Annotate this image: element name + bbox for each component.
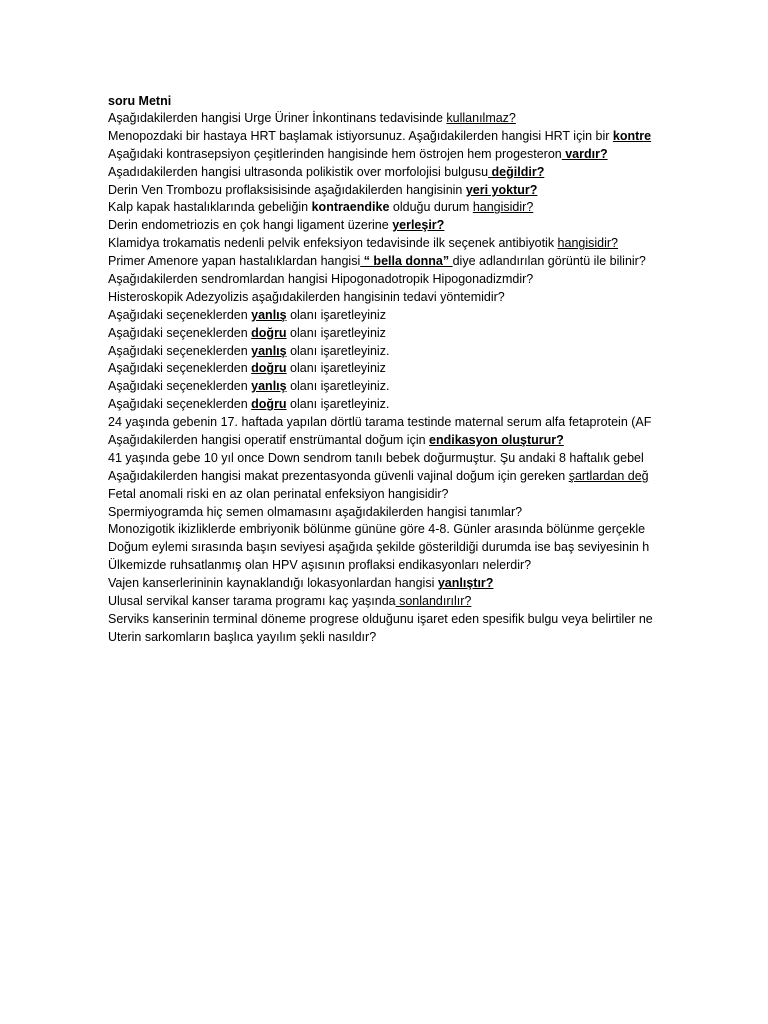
question-text-segment: Aşağıdakilerden hangisi makat prezentasyonda güvenli vajinal doğum için gereken — [108, 468, 569, 483]
question-text-segment: endikasyon oluşturur? — [429, 433, 564, 448]
question-text-segment: Aşağıdaki seçeneklerden — [108, 379, 252, 394]
question-text-segment: kullanılmaz? — [446, 111, 516, 125]
question-line — [108, 325, 700, 343]
question-text-segment: Histeroskopik Adezyolizis aşağıdakilerden hangisinin tedavi yöntemidir? — [108, 289, 505, 304]
question-line — [108, 110, 700, 128]
question-line — [108, 182, 700, 200]
question-line — [108, 539, 700, 557]
question-line — [108, 128, 700, 146]
question-line — [108, 486, 700, 504]
question-line — [108, 593, 700, 611]
question-text-segment: Fetal anomali riski en az olan perinatal enfeksiyon hangisidir? — [108, 486, 449, 501]
question-text-segment: Vajen kanserlerininin kaynaklandığı lokasyonlardan hangisi — [108, 576, 438, 591]
question-text-segment: olanı işaretleyiniz. — [286, 343, 390, 358]
question-line — [108, 629, 700, 647]
question-list — [108, 110, 700, 647]
question-line — [108, 432, 700, 450]
question-line — [108, 217, 700, 235]
question-text-segment: kontraendike — [311, 200, 390, 215]
question-line — [108, 521, 700, 539]
question-text-segment: Uterin sarkomların başlıca yayılım şekli nasıldır? — [108, 629, 377, 644]
question-text-segment: hangisidir? — [557, 236, 619, 251]
question-text-segment: olanı işaretleyiniz. — [286, 397, 390, 412]
question-text-segment: sonlandırılır? — [395, 594, 472, 609]
question-text-segment: Derin endometriozis en çok hangi ligament üzerine — [108, 218, 393, 233]
question-text-segment: Serviks kanserinin terminal döneme progrese olduğunu işaret eden spesifik bulgu veya belirtiler ne — [108, 611, 653, 626]
question-text-segment: Ulusal servikal kanser tarama programı kaç yaşında — [108, 594, 396, 609]
question-text-segment: Derin Ven Trombozu proflaksisisinde aşağıdakilerden hangisinin — [108, 182, 466, 197]
question-text-segment: Primer Amenore yapan hastalıklardan hangisi — [108, 254, 361, 269]
question-text-segment: doğru — [251, 397, 287, 412]
question-line — [108, 557, 700, 575]
question-line — [108, 414, 700, 432]
question-line — [108, 396, 700, 414]
question-text-segment: Kalp kapak hastalıklarında gebeliğin — [108, 200, 312, 215]
question-text-segment: Aşağıdaki kontrasepsiyon çeşitlerinden hangisinde hem östrojen hem progesteron — [108, 146, 562, 161]
document-heading: soru Metni — [108, 94, 172, 108]
question-line — [108, 253, 700, 271]
question-line — [108, 289, 700, 307]
question-line — [108, 360, 700, 378]
question-line — [108, 164, 700, 182]
question-text-segment: Ülkemizde ruhsatlanmış olan HPV aşısının proflaksi endikasyonları nelerdir? — [108, 558, 532, 573]
question-line — [108, 611, 700, 629]
question-text-segment: değildir? — [488, 164, 545, 179]
question-text-segment: yeri yoktur? — [465, 182, 538, 197]
question-text-segment: Aşağıdakilerden hangisi operatif enstrümantal doğum için — [108, 433, 430, 448]
question-text-segment: yerleşir? — [392, 218, 445, 233]
question-line — [108, 504, 700, 522]
question-text-segment: Aşağıdakilerden hangisi Urge Üriner İnkontinans tedavisinde — [108, 111, 447, 125]
question-line — [108, 146, 700, 164]
question-line — [108, 343, 700, 361]
question-text-segment: olanı işaretleyiniz — [286, 307, 386, 322]
document-page — [108, 93, 700, 647]
question-text-segment: 24 yaşında gebenin 17. haftada yapılan dörtlü tarama testinde maternal serum alfa fetaprotein (AF — [108, 415, 652, 430]
question-text-segment: Monozigotik ikizliklerde embriyonik bölünme gününe göre 4-8. Günler arasında bölünme gerçekle — [108, 522, 646, 537]
question-line — [108, 468, 700, 486]
question-text-segment: hangisidir? — [472, 200, 534, 215]
question-line — [108, 271, 700, 289]
question-text-segment: Aşağıdaki seçeneklerden — [108, 307, 252, 322]
question-text-segment: şartlardan değ — [568, 468, 649, 483]
question-text-segment: Klamidya trokamatis nedenli pelvik enfeksiyon tedavisinde ilk seçenek antibiyotik — [108, 236, 558, 251]
question-line — [108, 199, 700, 217]
question-line — [108, 307, 700, 325]
question-text-segment: yanlıştır? — [437, 576, 494, 591]
question-text-segment: Aşağıdaki seçeneklerden — [108, 397, 252, 412]
question-line — [108, 450, 700, 468]
question-text-segment: yanlış — [251, 343, 287, 358]
question-text-segment: Aşağıdaki seçeneklerden — [108, 325, 252, 340]
question-text-segment: vardır? — [561, 146, 608, 161]
question-text-segment: Aşağıdakilerden sendromlardan hangisi Hipogonadotropik Hipogonadizmdir? — [108, 272, 534, 287]
question-text-segment: doğru — [251, 325, 287, 340]
question-text-segment: Aşağıdaki seçeneklerden — [108, 361, 252, 376]
question-text-segment: yanlış — [251, 307, 287, 322]
question-text-segment: “ bella donna” — [360, 254, 453, 269]
question-text-segment: Menopozdaki bir hastaya HRT başlamak istiyorsunuz. Aşağıdakilerden hangisi HRT için bir — [108, 128, 613, 143]
question-line — [108, 235, 700, 253]
question-text-segment: olanı işaretleyiniz — [286, 325, 386, 340]
question-text-segment: kontre — [612, 128, 652, 143]
question-text-segment: Aşağıdaki seçeneklerden — [108, 343, 252, 358]
question-text-segment: yanlış — [251, 379, 287, 394]
question-text-segment: doğru — [251, 361, 287, 376]
question-text-segment: 41 yaşında gebe 10 yıl once Down sendrom tanılı bebek doğurmuştur. Şu andaki 8 haftalık gebel — [108, 450, 644, 465]
question-text-segment: Aşadıdakilerden hangisi ultrasonda polikistik over morfolojisi bulgusu — [108, 164, 489, 179]
question-text-segment: diye adlandırılan görüntü ile bilinir? — [452, 254, 646, 269]
question-text-segment: olduğu durum — [389, 200, 473, 215]
question-text-segment: Spermiyogramda hiç semen olmamasını aşağıdakilerden hangisi tanımlar? — [108, 504, 523, 519]
question-text-segment: olanı işaretleyiniz — [286, 361, 386, 376]
question-line — [108, 378, 700, 396]
question-text-segment: olanı işaretleyiniz. — [286, 379, 390, 394]
question-line — [108, 575, 700, 593]
question-text-segment: Doğum eylemi sırasında başın seviyesi aşağıda şekilde gösterildiği durumda ise baş seviyesinin h — [108, 540, 650, 555]
